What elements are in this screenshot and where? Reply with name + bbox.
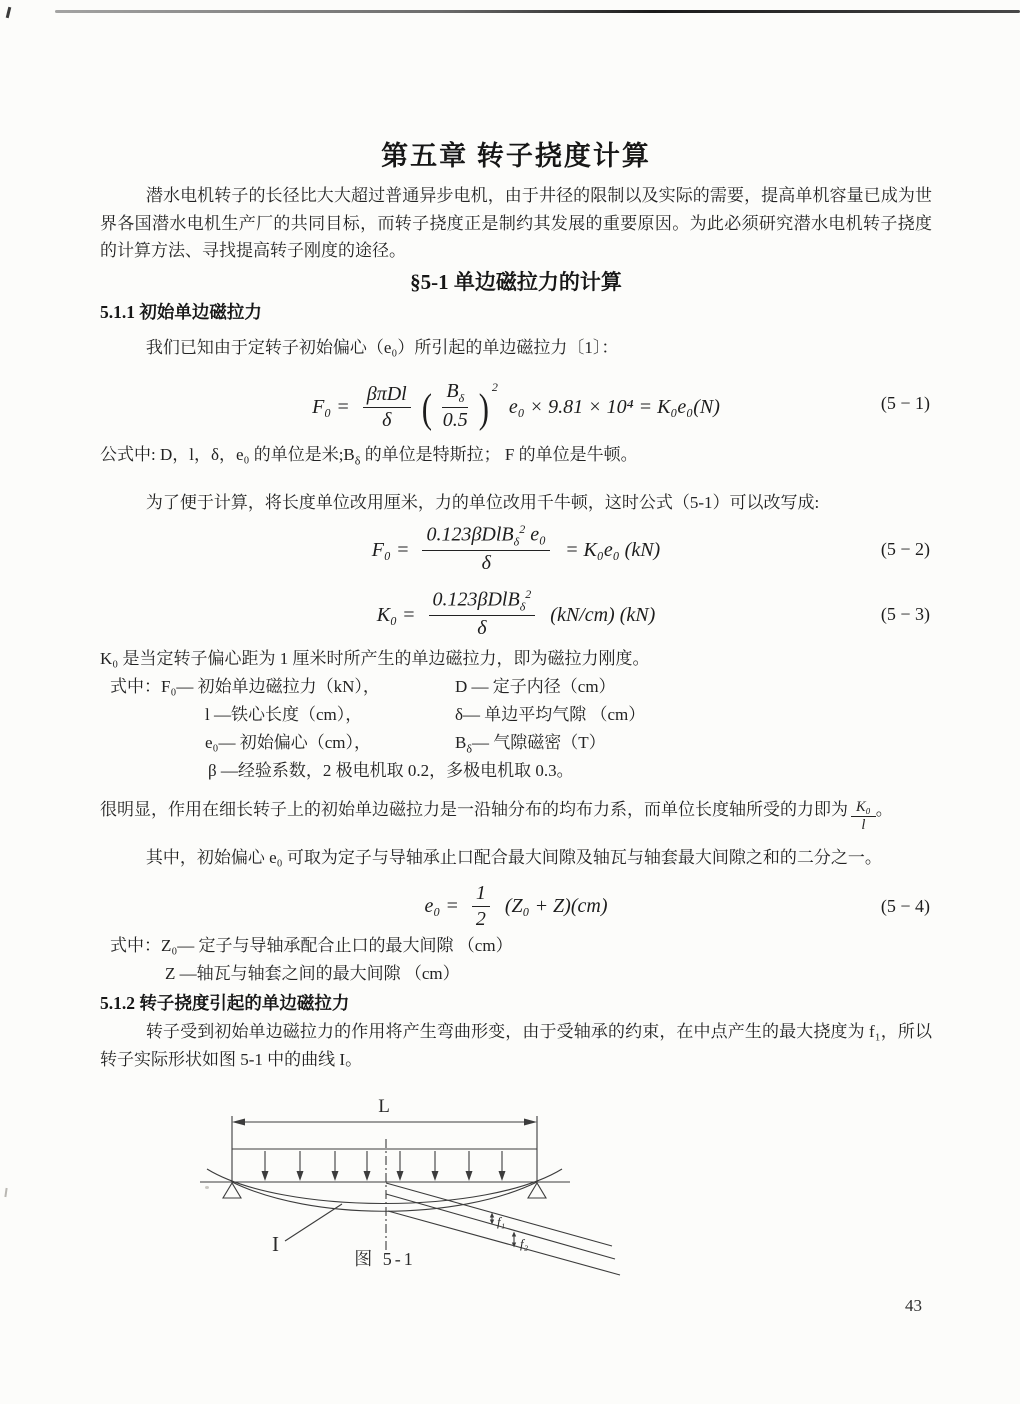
definition-term-Z0: 式中：Z₀— 定子与导轴承配合止口的最大间隙 （cm） [110,936,513,956]
exponent: 2 [525,586,532,601]
fraction-numerator [429,588,536,616]
subscript-delta: δ [458,391,465,405]
fraction-numerator: 1 [472,882,490,907]
right-parenthesis: ) [478,384,490,431]
sentence-period: 。 [875,799,893,819]
beam-outline [200,1116,570,1182]
definition-row [100,757,932,785]
math-lhs: F₀ = [371,539,410,562]
symbol-definitions [100,673,932,785]
units-note-line [100,441,932,474]
curve-I-leader-line [285,1204,342,1241]
fraction-denominator: l [861,816,866,833]
known-force-line: 我们已知由于定转子初始偏心（e₀）所引起的单边磁拉力〔1〕： [145,337,619,357]
equation-5-1 [100,372,932,434]
deflection-curve-I [207,1169,562,1211]
equation-5-2-math [372,523,660,575]
numerator-coefficient: 0.123βDlB [432,588,520,611]
equation-number-label: (5 − 4) [880,896,930,917]
equation-5-1-math [312,373,720,432]
left-parenthesis: ( [421,384,432,431]
math-fraction [363,383,411,432]
equation-number-label: (5 − 3) [880,603,930,624]
fraction-denominator: 2 [475,907,486,930]
chapter-title: 第五章 转子挠度计算 [381,141,651,171]
definition-term-e0: e₀— 初始偏心（cm）， [205,732,371,752]
math-tail: (Z₀ + Z)(cm) [504,894,608,917]
z-definition-row [100,960,932,988]
heading-5-1-1: 5.1.1 初始单边磁拉力 [100,301,262,322]
page-number: 43 [905,1296,922,1315]
fraction-numerator [442,380,468,408]
rotor-axis-slant-lines [386,1183,620,1275]
equation-5-3 [100,585,932,643]
subscript-delta: δ [466,741,472,756]
subscript-delta: δ [519,599,526,614]
page-content [0,138,1020,1073]
figure-label-f2: f₂ [520,1236,529,1252]
exponent: 2 [519,521,526,536]
definition-text: — 气隙磁密（T） [472,732,606,752]
units-note-part-a: 公式中: D，l，δ，e₀ 的单位是米;B [100,444,355,464]
equation-number-label: (5 − 1) [880,392,930,413]
inline-fraction-k0-over-l [851,799,876,833]
distributed-force-text: 很明显，作用在细长转子上的初始单边磁拉力是一沿轴分布的均布力系，而单位长度轴所受的力即为 [100,799,848,819]
equation-5-4-math [425,882,608,931]
fraction-denominator: δ [477,617,487,640]
equation-5-4 [100,880,932,932]
figure-5-1-drawing [152,1091,672,1276]
figure-label-I: I [272,1232,279,1257]
exponent: 2 [491,380,498,395]
math-fraction [442,380,468,432]
definition-row [100,729,932,757]
math-tail: (kN/cm) (kN) [550,604,656,627]
dimension-line-L [232,1119,537,1126]
math-fraction [422,523,550,575]
definition-term-F0: 式中：F₀— 初始单边磁拉力（kN）， [110,676,380,696]
scan-artifact-corner-mark [6,7,12,18]
math-tail: = K₀e₀ (kN) [565,539,661,562]
z-definition-row [100,932,932,960]
figure-5-1 [152,1091,672,1276]
distributed-force-line [100,794,932,833]
equation-5-2 [100,523,932,575]
fraction-denominator: δ [382,408,392,431]
equation-5-3-math [377,588,656,640]
scan-artifact-top-line [55,10,1020,13]
fraction-numerator [422,523,550,551]
f1-dimension-arrow [490,1213,494,1225]
math-lhs: F₀ = [312,395,350,418]
subscript-delta: δ [354,452,361,467]
definition-term-D: D — 定子内径（cm） [455,676,616,696]
fraction-denominator: 0.5 [442,408,468,431]
subscript-delta: δ [513,534,520,549]
math-lhs: K₀ = [376,604,416,627]
heading-5-1-2: 5.1.2 转子挠度引起的单边磁拉力 [100,993,350,1014]
figure-label-f1: f₁ [497,1214,506,1230]
equation-number-label: (5 − 2) [880,538,930,559]
symbol-B: B [446,380,459,402]
intro-paragraph: 潜水电机转子的长径比大大超过普通异步电机，由于井径的限制以及实际的需要，提高单机容量已成为世界各国潜水电机生产厂的共同目标，而转子挠度正是制约其发展的重要原因。为此必须研究潜水电机转子挠度的计算方法、寻找提高转子刚度的途径。 [100,186,932,260]
definition-term-l: l —铁心长度（cm）， [205,704,363,724]
initial-eccentricity-line: 其中，初始偏心 e₀ 可取为定子与导轴承止口配合最大间隙及轴瓦与轴套最大间隙之和的二分之一。 [145,848,882,868]
convert-units-line: 为了便于计算，将长度单位改用厘米，力的单位改用千牛顿，这时公式（5-1）可以改写成: [145,492,820,512]
fraction-numerator: K₀ [851,799,876,817]
numerator-coefficient: 0.123βDlB [426,523,514,546]
figure-caption: 图 5-1 [354,1249,416,1270]
definition-row [100,701,932,729]
fraction-denominator: δ [481,552,491,575]
math-tail: e₀ × 9.81 × 10⁴ = K₀e₀(N) [508,395,720,418]
section-5-1-title: §5-1 单边磁拉力的计算 [410,269,622,294]
definition-term-delta: δ— 单边平均气隙 （cm） [455,704,646,724]
units-note-part-b: 的单位是特斯拉； F 的单位是牛顿。 [360,444,638,464]
deflection-paragraph: 转子受到初始单边磁拉力的作用将产生弯曲形变，由于受轴承的约束，在中点产生的最大挠度为 f₁，所以转子实际形状如图 5-1 中的曲线 I。 [100,1022,932,1069]
math-fraction [472,882,490,931]
math-lhs: e₀ = [424,894,459,917]
fraction-numerator: βπDl [363,383,411,408]
symbol-B: B [455,732,467,752]
definition-row [100,673,932,701]
numerator-tail: e₀ [525,523,547,546]
definition-term-Z: Z —轴瓦与轴套之间的最大间隙 （cm） [165,964,460,984]
math-fraction [429,588,536,640]
load-arrows [262,1151,506,1181]
scan-artifact-edge-mark [4,1188,7,1197]
k0-definition-line: K₀ 是当定转子偏心距为 1 厘米时所产生的单边磁拉力，即为磁拉力刚度。 [100,648,650,668]
definition-term-beta: β —经验系数，2 极电机取 0.2，多极电机取 0.3。 [208,760,574,780]
figure-label-L: L [378,1096,390,1118]
